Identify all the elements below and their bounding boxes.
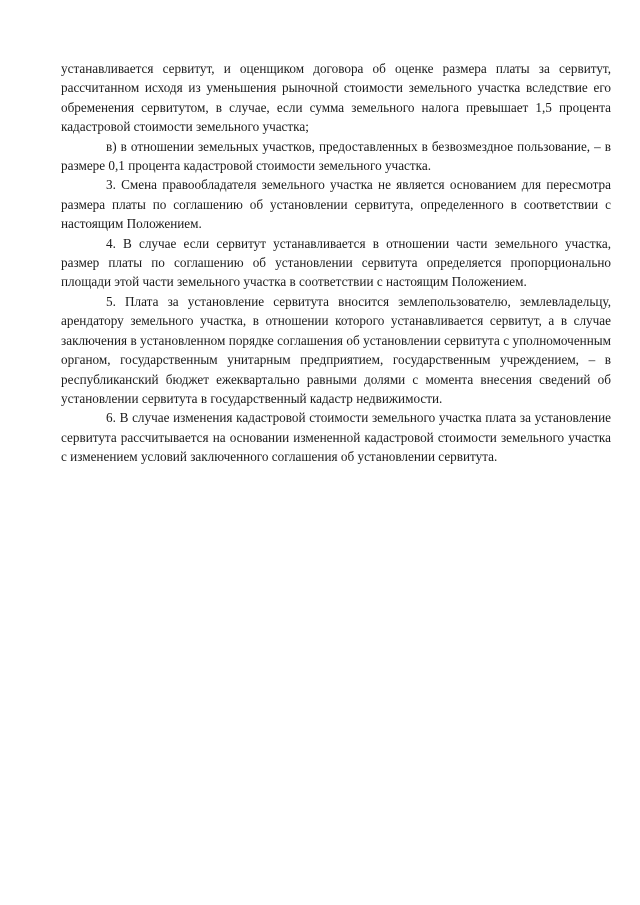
paragraph-item-3: 3. Смена правообладателя земельного участка не является основанием для пересмотра размера платы по соглашению об установлении сервитута, определенного в соответствии с настоящим Положением. xyxy=(61,177,611,232)
paragraph-continuation: устанавливается сервитут, и оценщиком договора об оценке размера платы за сервитут, рассчитанном исходя из уменьшения рыночной стоимости земельного участка вследствие его обременения сервитутом, в случае, если сумма земельного налога превышает 1,5 процента кадастровой стоимости земельного участка; xyxy=(61,61,611,135)
paragraph-item-4: 4. В случае если сервитут устанавливается в отношении части земельного участка, размер платы по соглашению об установлении сервитута определяется пропорционально площади этой части земельного участка в соответствии с настоящим Положением. xyxy=(61,235,611,290)
paragraph-item-6: 6. В случае изменения кадастровой стоимости земельного участка плата за установление сервитута рассчитывается на основании измененной кадастровой стоимости земельного участка с изменением условий заключенного соглашения об установлении сервитута. xyxy=(61,410,611,465)
paragraph-item-v: в) в отношении земельных участков, предоставленных в безвозмездное пользование, – в размере 0,1 процента кадастровой стоимости земельного участка. xyxy=(61,138,611,174)
paragraph-item-5: 5. Плата за установление сервитута вносится землепользователю, землевладельцу, арендатору земельного участка, в отношении которого устанавливается сервитут, а в случае заключения в установленном порядке соглашения об установлении сервитута с уполномоченным органом, государственным унитарным предприятием, государственным учреждением, – в республиканский бюджет ежеквартально равными долями с момента внесения сведений об установлении сервитута в государственный кадастр недвижимости. xyxy=(61,293,611,406)
document-page xyxy=(61,59,611,467)
